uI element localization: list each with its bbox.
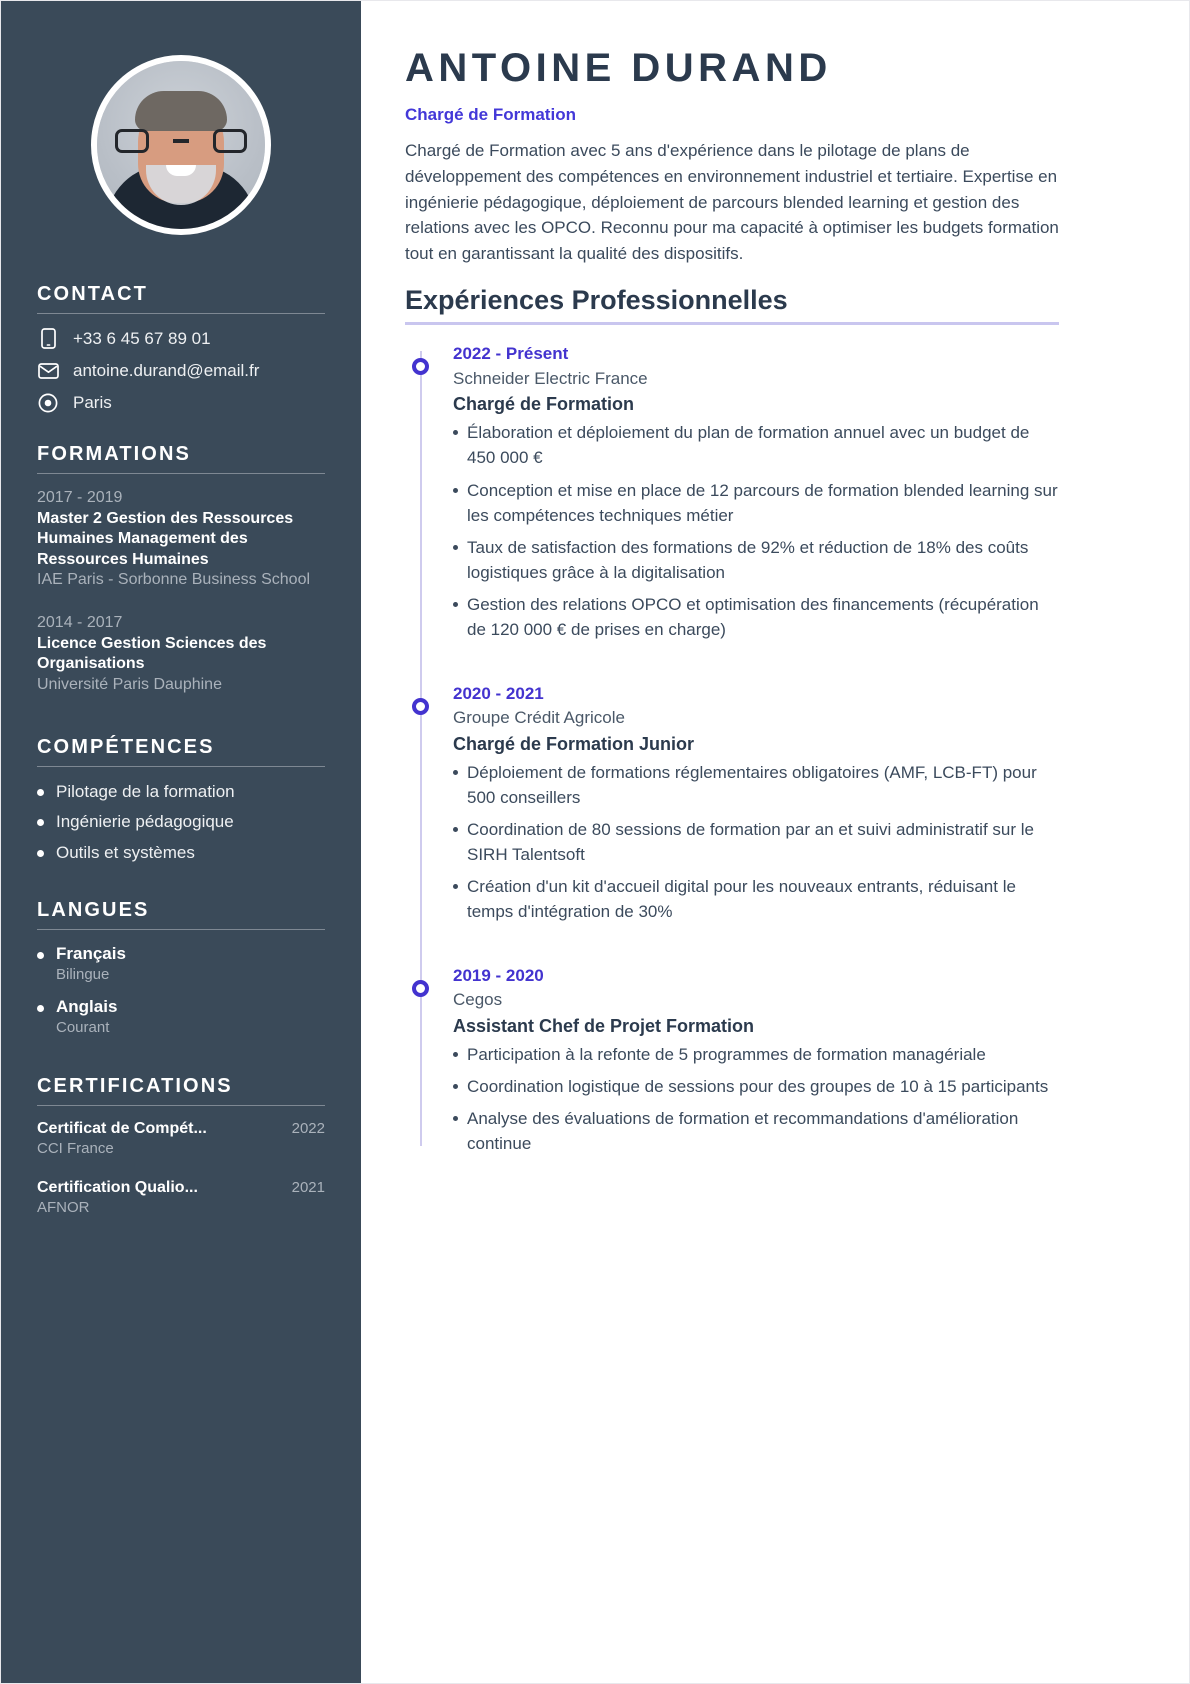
sidebar xyxy=(1,1,361,1683)
experience-company: Cegos xyxy=(453,990,503,1010)
formations-heading: FORMATIONS xyxy=(37,443,191,465)
contact-location-value: Paris xyxy=(73,393,112,412)
langues-heading: LANGUES xyxy=(37,899,150,922)
location-icon xyxy=(37,393,59,413)
bullet-icon xyxy=(453,430,458,435)
experience-item xyxy=(453,681,1059,925)
formations-divider xyxy=(37,473,325,474)
certification-header xyxy=(37,1120,325,1138)
bullet-text: Analyse des évaluations de formation et recommandations d'amélioration continue xyxy=(467,1109,1019,1154)
bullet-text: Création d'un kit d'accueil digital pour les nouveaux entrants, réduisant le temps d'intégration de 30% xyxy=(467,877,1016,922)
certifications-heading: CERTIFICATIONS xyxy=(37,1075,233,1098)
bullet-icon xyxy=(453,770,458,775)
timeline-marker-icon xyxy=(412,980,429,997)
list-item xyxy=(453,592,1059,642)
contact-phone-value: +33 6 45 67 89 01 xyxy=(73,328,211,348)
bullet-icon xyxy=(37,850,44,857)
language-name: Anglais xyxy=(56,996,118,1016)
list-item xyxy=(453,1106,1059,1156)
list-item xyxy=(37,842,325,865)
bullet-icon xyxy=(453,602,458,607)
experience-date: 2019 - 2020 xyxy=(453,965,544,985)
bullet-icon xyxy=(453,1084,458,1089)
competence-label: Pilotage de la formation xyxy=(56,781,235,801)
bullet-icon xyxy=(453,488,458,493)
photo-glasses-right xyxy=(213,129,247,153)
competence-label: Ingénierie pédagogique xyxy=(56,812,234,832)
bullet-text: Coordination logistique de sessions pour des groupes de 10 à 15 participants xyxy=(467,1076,1049,1096)
email-icon xyxy=(37,363,59,379)
competences-section xyxy=(37,736,325,866)
list-item xyxy=(37,1120,325,1161)
certification-org: CCI France xyxy=(37,1140,114,1158)
formations-section xyxy=(37,443,325,696)
langues-divider xyxy=(37,929,325,930)
bullet-text: Gestion des relations OPCO et optimisation des financements (récupération de 120 000 € de prises en charge) xyxy=(467,595,1039,640)
experience-title: Assistant Chef de Projet Formation xyxy=(453,1015,755,1036)
certification-year: 2021 xyxy=(291,1178,325,1196)
list-item xyxy=(37,944,325,987)
list-item xyxy=(37,997,325,1040)
contact-email-value: antoine.durand@email.fr xyxy=(73,361,260,380)
language-name-row xyxy=(37,997,325,1017)
language-name-row xyxy=(37,944,325,964)
language-level: Bilingue xyxy=(56,966,110,984)
bullet-text: Taux de satisfaction des formations de 92% et réduction de 18% des coûts logistiques grâce à la digitalisation xyxy=(467,537,1029,583)
list-item xyxy=(37,811,325,834)
education-degree: Master 2 Gestion des Ressources Humaines Management des Ressources Humaines xyxy=(37,509,294,568)
bullet-icon xyxy=(453,1052,458,1057)
experience-item xyxy=(453,341,1059,642)
contact-heading: CONTACT xyxy=(37,283,148,305)
experience-company: Schneider Electric France xyxy=(453,368,648,388)
list-item xyxy=(453,1042,1059,1067)
education-item xyxy=(37,613,325,696)
education-date: 2017 - 2019 xyxy=(37,489,123,506)
list-item xyxy=(37,781,325,804)
certifications-section xyxy=(37,1075,325,1219)
certifications-divider xyxy=(37,1105,325,1106)
list-item xyxy=(453,478,1059,528)
profile-summary: Chargé de Formation avec 5 ans d'expérience dans le pilotage de plans de développement des compétences en environnement industriel et tertiaire. Expertise en ingénierie pédagogique, déploiement de parcours blended learning et gestion des relations avec les OPCO. Reconnu pour ma capacité à optimiser les budgets formation tout en garantissant la qualité des dispositifs. xyxy=(405,141,1059,264)
certification-header xyxy=(37,1179,325,1197)
bullet-text: Élaboration et déploiement du plan de formation annuel avec un budget de 450 000 € xyxy=(467,423,1030,468)
timeline-line xyxy=(420,351,422,1146)
photo-hair xyxy=(135,91,227,131)
timeline-marker-icon xyxy=(412,698,429,715)
list-item xyxy=(453,874,1059,924)
competences-heading: COMPÉTENCES xyxy=(37,735,215,758)
certification-name: Certification Qualio... xyxy=(37,1178,198,1196)
language-level: Courant xyxy=(56,1018,110,1036)
bullet-icon xyxy=(37,1005,44,1012)
contact-email-row[interactable] xyxy=(37,361,325,381)
bullet-icon xyxy=(37,952,44,959)
contact-section xyxy=(37,283,325,413)
list-item xyxy=(453,760,1059,810)
experience-title: Chargé de Formation xyxy=(453,394,635,415)
bullet-icon xyxy=(37,789,44,796)
list-item xyxy=(453,420,1059,470)
contact-phone-row[interactable] xyxy=(37,328,325,349)
experience-date: 2020 - 2021 xyxy=(453,683,544,703)
competence-label: Outils et systèmes xyxy=(56,843,195,863)
photo-glasses-bridge xyxy=(173,139,189,143)
main-content xyxy=(361,1,1189,1683)
experience-item xyxy=(453,963,1059,1157)
avatar xyxy=(91,55,271,235)
bullet-text: Participation à la refonte de 5 programmes de formation managériale xyxy=(467,1044,986,1064)
education-item xyxy=(37,488,325,591)
list-item xyxy=(453,817,1059,867)
experience-bullets xyxy=(453,760,1059,925)
contact-divider xyxy=(37,313,325,314)
list-item xyxy=(37,1179,325,1220)
education-degree: Licence Gestion Sciences des Organisations xyxy=(37,634,267,673)
certification-year: 2022 xyxy=(291,1120,325,1138)
experience-date: 2022 - Présent xyxy=(453,344,569,364)
phone-icon xyxy=(37,328,59,349)
list-item xyxy=(453,1074,1059,1099)
page-title: ANTOINE DURAND xyxy=(405,46,832,90)
list-item xyxy=(453,535,1059,585)
bullet-text: Conception et mise en place de 12 parcours de formation blended learning sur les compétences techniques métier xyxy=(467,480,1058,525)
bullet-text: Déploiement de formations réglementaires obligatoires (AMF, LCB-FT) pour 500 conseillers xyxy=(467,762,1037,807)
competences-divider xyxy=(37,766,325,767)
experience-timeline xyxy=(405,341,1059,1156)
bullet-icon xyxy=(453,884,458,889)
education-school: IAE Paris - Sorbonne Business School xyxy=(37,571,311,589)
bullet-icon xyxy=(37,819,44,826)
job-role-subtitle: Chargé de Formation xyxy=(405,105,576,124)
bullet-icon xyxy=(453,827,458,832)
certification-org: AFNOR xyxy=(37,1198,90,1216)
bullet-text: Coordination de 80 sessions de formation par an et suivi administratif sur le SIRH Talentsoft xyxy=(467,819,1034,865)
experience-company: Groupe Crédit Agricole xyxy=(453,708,625,728)
experience-heading-rule xyxy=(405,322,1059,325)
langues-section xyxy=(37,899,325,1039)
avatar-wrapper xyxy=(37,55,325,235)
education-school: Université Paris Dauphine xyxy=(37,675,222,693)
certification-name: Certificat de Compét... xyxy=(37,1120,207,1138)
experience-bullets xyxy=(453,420,1059,642)
education-date: 2014 - 2017 xyxy=(37,614,123,631)
bullet-icon xyxy=(453,545,458,550)
photo-glasses-left xyxy=(115,129,149,153)
experience-heading: Expériences Professionnelles xyxy=(405,285,788,316)
bullet-icon xyxy=(453,1116,458,1121)
experience-title: Chargé de Formation Junior xyxy=(453,733,695,754)
timeline-marker-icon xyxy=(412,358,429,375)
language-name: Français xyxy=(56,944,126,964)
contact-location-row[interactable] xyxy=(37,393,325,413)
experience-bullets xyxy=(453,1042,1059,1157)
